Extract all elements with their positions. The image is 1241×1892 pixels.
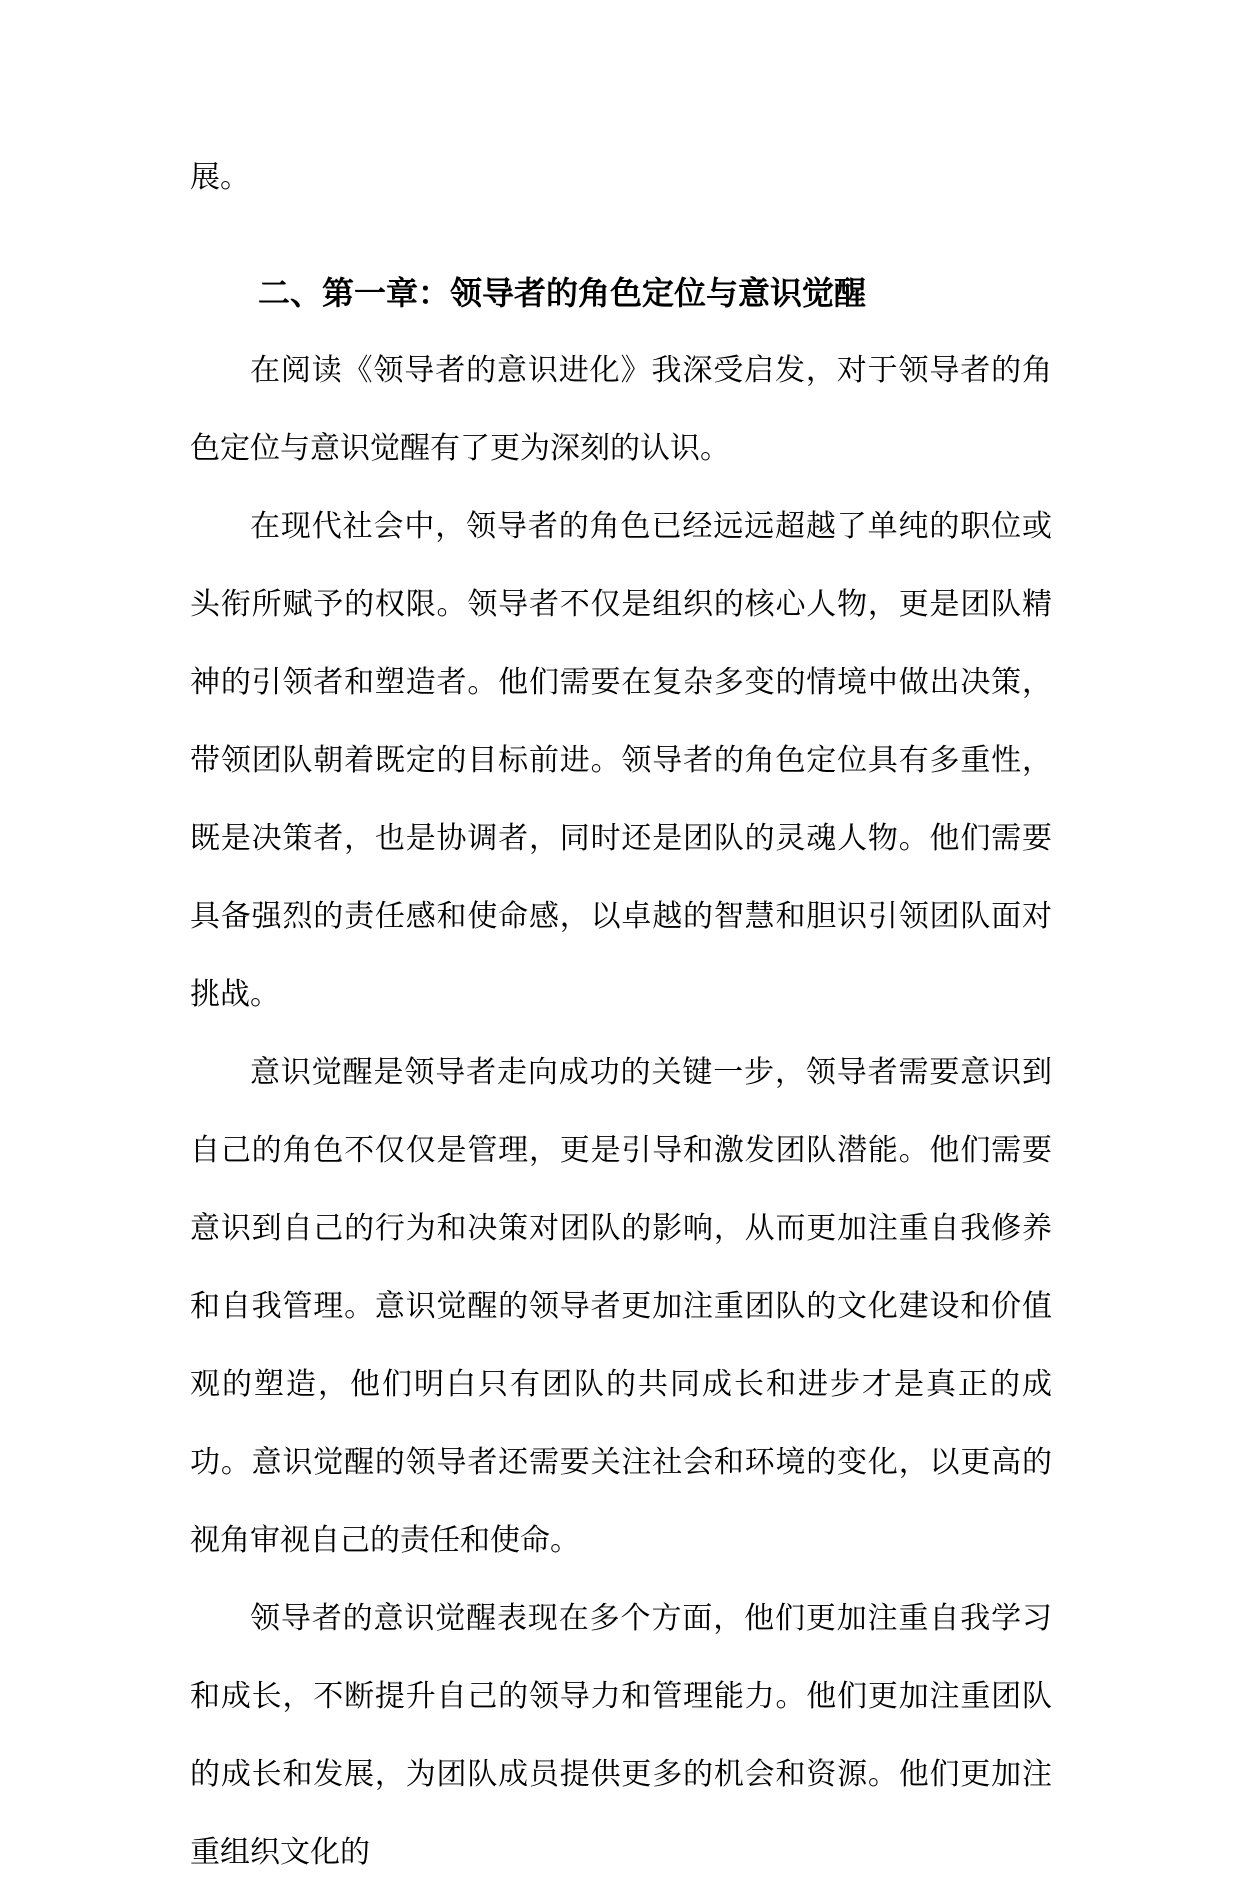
- paragraph: 在现代社会中，领导者的角色已经远远超越了单纯的职位或头衔所赋予的权限。领导者不仅是组织的核心人物，更是团队精神的引领者和塑造者。他们需要在复杂多变的情境中做出决策，带领团队朝着既定的目标前进。领导者的角色定位具有多重性，既是决策者，也是协调者，同时还是团队的灵魂人物。他们需要具备强烈的责任感和使命感，以卓越的智慧和胆识引领团队面对挑战。: [190, 510, 1052, 1011]
- continued-text: 展。: [190, 161, 250, 194]
- paragraph: 领导者的意识觉醒表现在多个方面，他们更加注重自我学习和成长，不断提升自己的领导力和管理能力。他们更加注重团队的成长和发展，为团队成员提供更多的机会和资源。他们更加注重组织文化的: [190, 1602, 1052, 1869]
- document-body: [190, 139, 1052, 1892]
- paragraph: 在阅读《领导者的意识进化》我深受启发，对于领导者的角色定位与意识觉醒有了更为深刻的认识。: [190, 354, 1052, 465]
- chapter-heading: 二、第一章：领导者的角色定位与意识觉醒: [258, 274, 867, 312]
- paragraph: 意识觉醒是领导者走向成功的关键一步，领导者需要意识到自己的角色不仅仅是管理，更是引导和激发团队潜能。他们需要意识到自己的行为和决策对团队的影响，从而更加注重自我修养和自我管理。意识觉醒的领导者更加注重团队的文化建设和价值观的塑造，他们明白只有团队的共同成长和进步才是真正的成功。意识觉醒的领导者还需要关注社会和环境的变化，以更高的视角审视自己的责任和使命。: [190, 1056, 1052, 1557]
